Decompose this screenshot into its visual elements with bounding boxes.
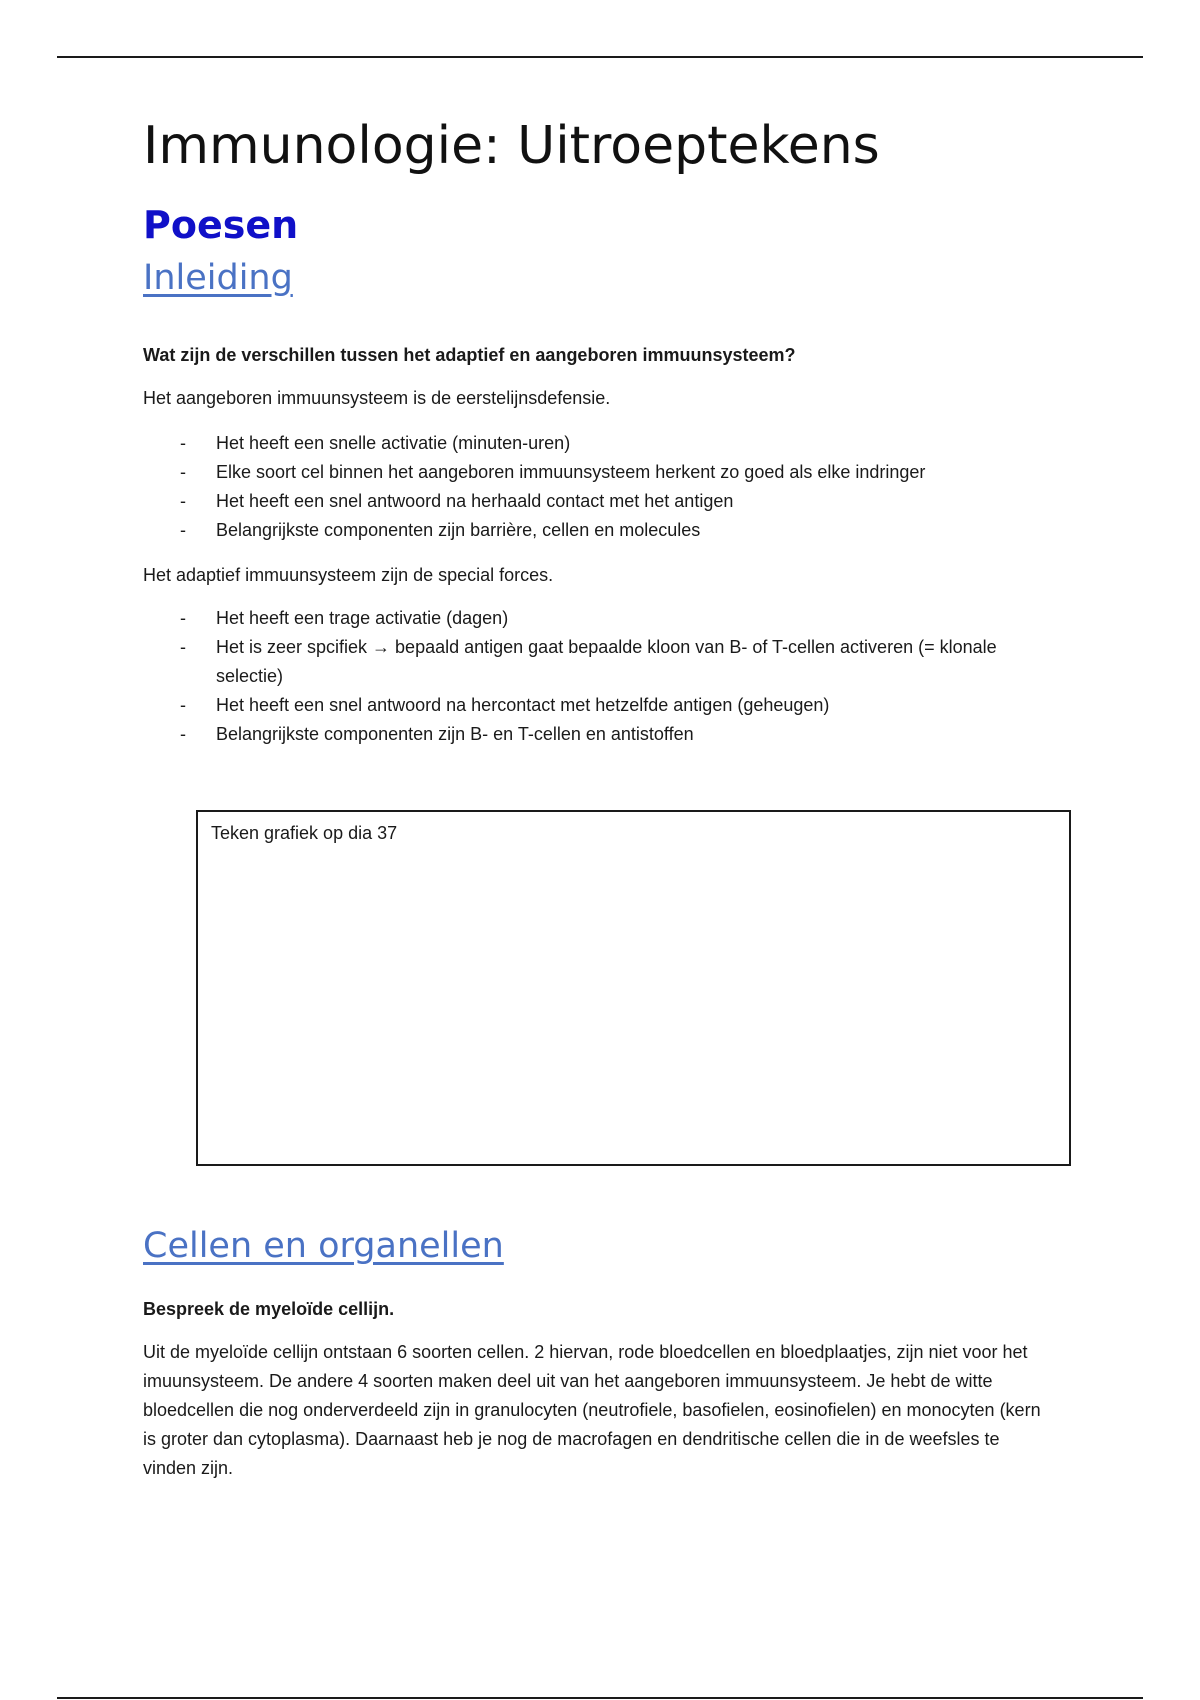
document-title: Immunologie: Uitroeptekens — [143, 116, 880, 176]
dash-bullet: - — [180, 695, 186, 715]
header-rule — [57, 56, 1143, 58]
drawing-box — [196, 810, 1071, 1166]
list-item: - Het heeft een snel antwoord na hercontact met hetzelfde antigen (geheugen) — [143, 691, 1063, 720]
innate-list — [143, 429, 1063, 545]
list-item: - Elke soort cel binnen het aangeboren immuunsysteem herkent zo goed als elke indringer — [143, 458, 1063, 487]
dash-bullet: - — [180, 491, 186, 511]
list-item: - Het heeft een snelle activatie (minuten-uren) — [143, 429, 1063, 458]
section-cellen — [143, 1224, 1063, 1483]
dash-bullet: - — [180, 724, 186, 744]
box-label: Teken grafiek op dia 37 — [211, 823, 398, 843]
question-immune-differences: Wat zijn de verschillen tussen het adaptief en aangeboren immuunsysteem? — [143, 345, 796, 365]
list-item: - Het heeft een snel antwoord na herhaald contact met het antigen — [143, 487, 1063, 516]
dash-bullet: - — [180, 637, 186, 657]
list-item: - Belangrijkste componenten zijn B- en T-cellen en antistoffen — [143, 720, 1063, 749]
dash-bullet: - — [180, 433, 186, 453]
adaptive-list — [143, 604, 1063, 749]
question-myeloid: Bespreek de myeloïde cellijn. — [143, 1299, 395, 1319]
section-heading-inleiding[interactable]: Inleiding — [143, 258, 293, 298]
dash-bullet: - — [180, 462, 186, 482]
dash-bullet: - — [180, 520, 186, 540]
innate-intro: Het aangeboren immuunsysteem is de eerstelijnsdefensie. — [143, 388, 611, 408]
list-item: - Het is zeer spcifiek → bepaald antigen gaat bepaalde kloon van B- of T-cellen activeren (= klonale selectie) — [143, 633, 1063, 691]
adaptive-intro: Het adaptief immuunsysteem zijn de special forces. — [143, 565, 554, 585]
section-heading-cellen[interactable]: Cellen en organellen — [143, 1226, 504, 1266]
list-item: - Het heeft een trage activatie (dagen) — [143, 604, 1063, 633]
footer-rule — [57, 1697, 1143, 1699]
myeloid-paragraph: Uit de myeloïde cellijn ontstaan 6 soorten cellen. 2 hiervan, rode bloedcellen en bloedplaatjes, zijn niet voor het imuunsysteem. De andere 4 soorten maken deel uit van het aangeboren immuunsysteem. Je hebt de witte bloedcellen die nog onderverdeeld zijn in granulocyten (neutrofiele, basofielen, eosinofielen) en monocyten (kern is groter dan cytoplasma). Daarnaast heb je nog de macrofagen en dendritische cellen die in de weefsles te vinden zijn. — [143, 1342, 1041, 1478]
document-body — [143, 112, 1063, 749]
dash-bullet: - — [180, 608, 186, 628]
list-item: - Belangrijkste componenten zijn barrière, cellen en molecules — [143, 516, 1063, 545]
subject-heading: Poesen — [143, 203, 299, 247]
